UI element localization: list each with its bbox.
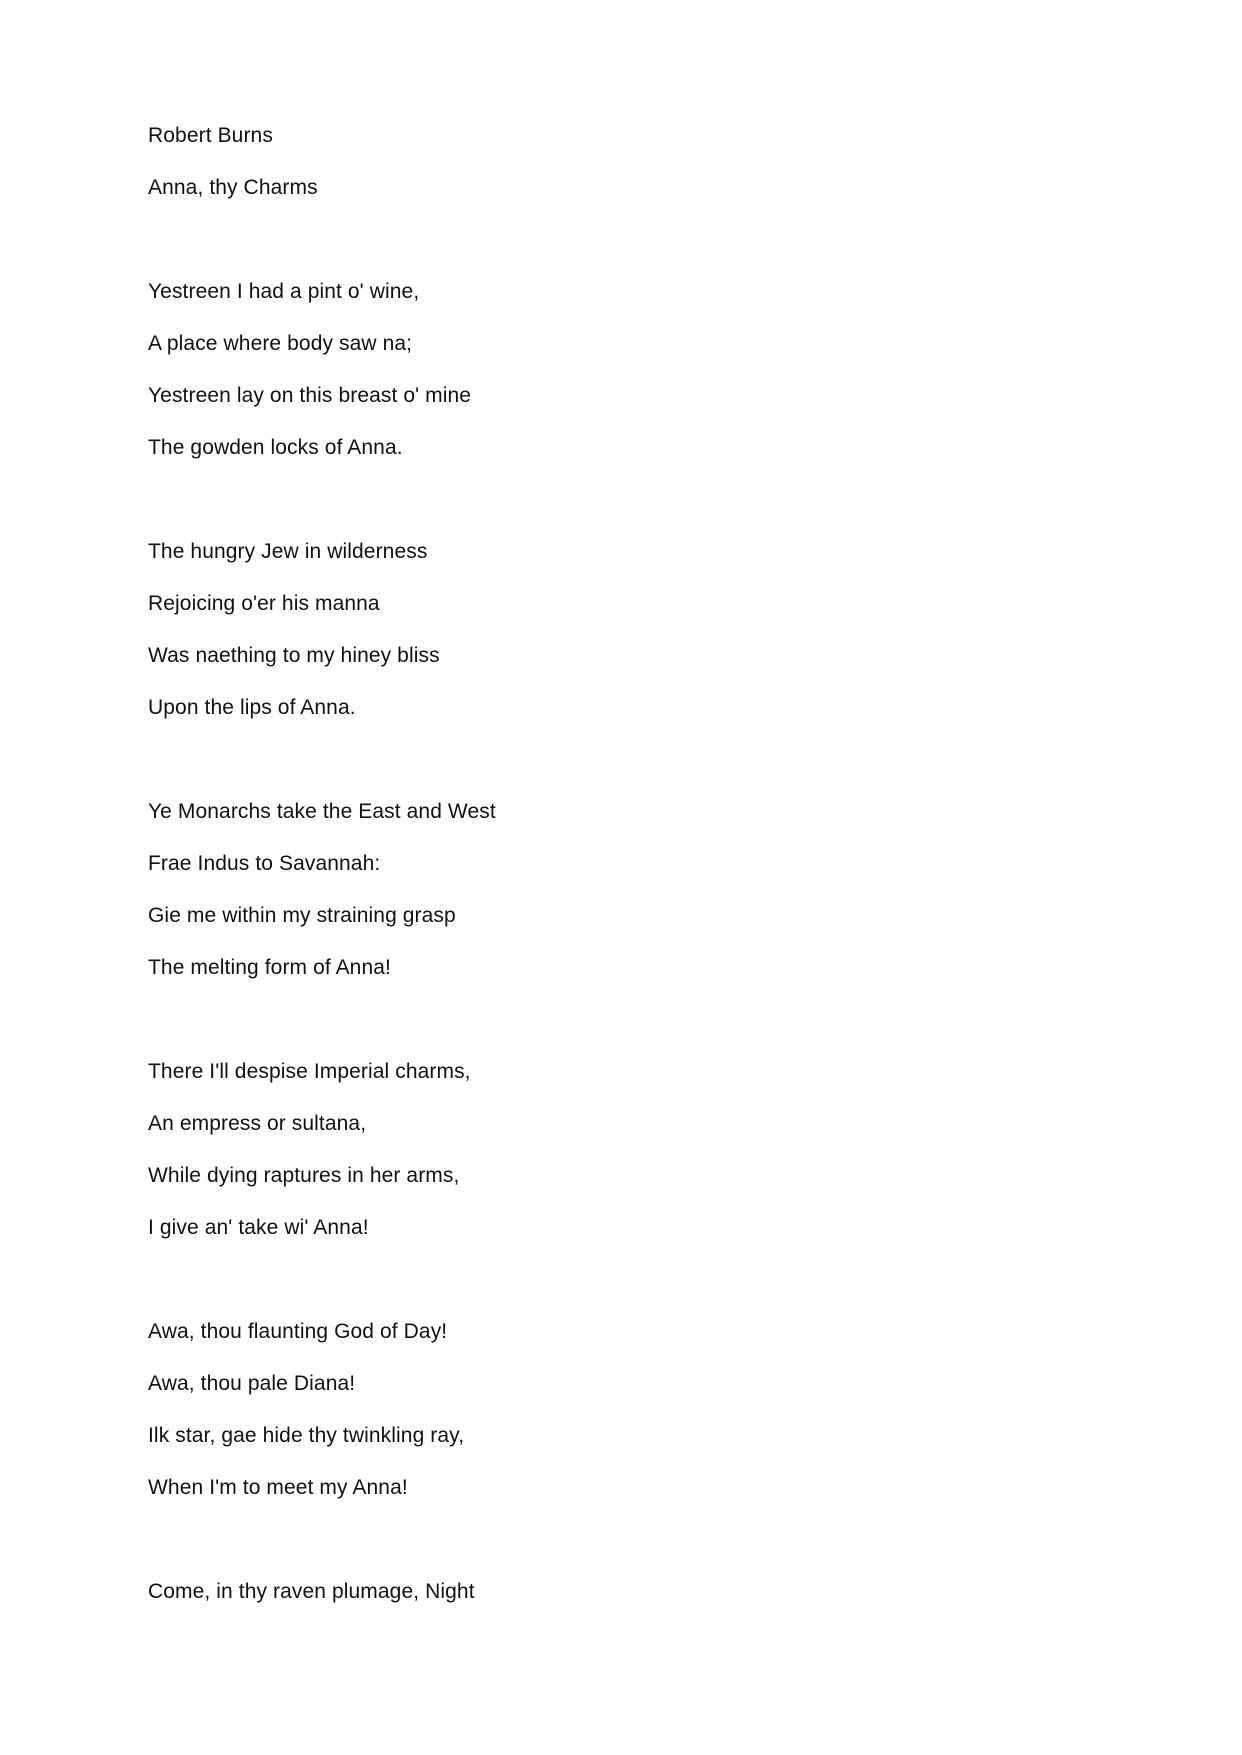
stanza-1 [148,266,1048,474]
poem-line: Yestreen lay on this breast o' mine [148,384,472,407]
blank-line [148,1254,1048,1306]
blank-line [148,734,1048,786]
blank-line [148,214,1048,266]
poem-line: When I'm to meet my Anna! [148,1476,408,1499]
poem-line: An empress or sultana, [148,1112,367,1135]
poem-line: The melting form of Anna! [148,956,391,979]
poem-line: The gowden locks of Anna. [148,436,403,459]
poem-line: Gie me within my straining grasp [148,904,456,927]
poem-line: Come, in thy raven plumage, Night [148,1580,475,1603]
author-name: Robert Burns [148,124,273,147]
poem-line: Awa, thou pale Diana! [148,1372,356,1395]
blank-line [148,994,1048,1046]
poem-line: Ye Monarchs take the East and West [148,800,496,823]
poem-line: The hungry Jew in wilderness [148,540,428,563]
poem-line: A place where body saw na; [148,332,413,355]
poem-content [148,110,1048,1618]
poem-line: I give an' take wi' Anna! [148,1216,369,1239]
poem-line: Was naething to my hiney bliss [148,644,440,667]
poem-title: Anna, thy Charms [148,176,318,199]
poem-line: There I'll despise Imperial charms, [148,1060,471,1083]
stanza-6 [148,1566,1048,1618]
blank-line [148,1514,1048,1566]
poem-line: Frae Indus to Savannah: [148,852,381,875]
poem-line: While dying raptures in her arms, [148,1164,460,1187]
stanza-3 [148,786,1048,994]
stanza-4 [148,1046,1048,1254]
stanza-2 [148,526,1048,734]
stanza-5 [148,1306,1048,1514]
blank-line [148,474,1048,526]
poem-line: Rejoicing o'er his manna [148,592,380,615]
poem-line: Ilk star, gae hide thy twinkling ray, [148,1424,465,1447]
poem-line: Awa, thou flaunting God of Day! [148,1320,448,1343]
poem-line: Upon the lips of Anna. [148,696,356,719]
poem-line: Yestreen I had a pint o' wine, [148,280,420,303]
